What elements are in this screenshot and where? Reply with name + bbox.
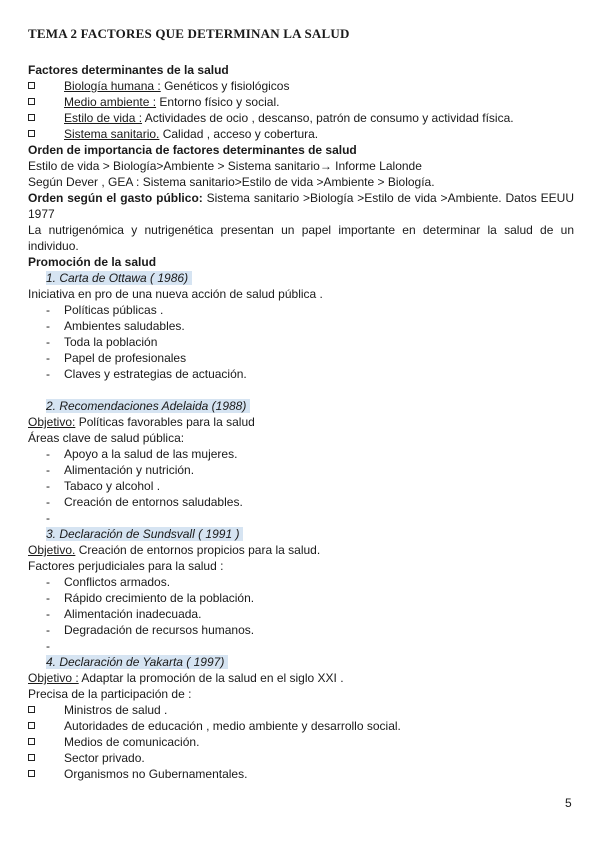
section-title: 3. Declaración de Sundsvall ( 1991 ) bbox=[28, 526, 574, 542]
section-intro: Factores perjudiciales para la salud : bbox=[28, 559, 224, 573]
square-bullet-icon bbox=[28, 114, 35, 121]
promocion-heading: Promoción de la salud bbox=[28, 255, 157, 269]
nutri-paragraph: La nutrigenómica y nutrigenética presentan un papel importante en determinar la salud de un individuo. bbox=[28, 223, 574, 253]
orden-heading: Orden de importancia de factores determinantes de salud bbox=[28, 143, 357, 157]
section-objective: Objetivo. Creación de entornos propicios para la salud. bbox=[28, 543, 321, 557]
factor-item: Estilo de vida : Actividades de ocio , descanso, patrón de consumo y actividad física. bbox=[28, 110, 574, 126]
square-bullet-icon bbox=[28, 754, 35, 761]
list-item: - Degradación de recursos humanos. bbox=[46, 623, 255, 637]
factor-item: Sistema sanitario. Calidad , acceso y cobertura. bbox=[28, 126, 574, 142]
section-objective: Objetivo : Adaptar la promoción de la salud en el siglo XXI . bbox=[28, 671, 344, 685]
list-item: Ministros de salud . bbox=[28, 702, 574, 718]
page-title: TEMA 2 FACTORES QUE DETERMINAN LA SALUD bbox=[28, 26, 350, 41]
square-bullet-icon bbox=[28, 770, 35, 777]
section-title: 1. Carta de Ottawa ( 1986) bbox=[28, 270, 574, 286]
list-item: Sector privado. bbox=[28, 750, 574, 766]
section-title: 4. Declaración de Yakarta ( 1997) bbox=[28, 654, 574, 670]
list-item: - Toda la población bbox=[46, 335, 158, 349]
list-item: Organismos no Gubernamentales. bbox=[28, 766, 574, 782]
factor-item: Biología humana : Genéticos y fisiológicos bbox=[28, 78, 574, 94]
list-item: - Papel de profesionales bbox=[46, 351, 187, 365]
orden-line: Estilo de vida > Biología>Ambiente > Sistema sanitario→ Informe Lalonde bbox=[28, 159, 422, 173]
section-title: 2. Recomendaciones Adelaida (1988) bbox=[28, 398, 574, 414]
list-item: - bbox=[46, 639, 50, 653]
section-objective: Objetivo: Políticas favorables para la salud bbox=[28, 415, 255, 429]
section-intro: Precisa de la participación de : bbox=[28, 687, 192, 701]
section-intro: Iniciativa en pro de una nueva acción de salud pública . bbox=[28, 287, 323, 301]
factores-heading: Factores determinantes de la salud bbox=[28, 63, 229, 77]
square-bullet-icon bbox=[28, 82, 35, 89]
page-number: 5 bbox=[565, 796, 572, 810]
square-bullet-icon bbox=[28, 130, 35, 137]
gasto-paragraph: Orden según el gasto público: Sistema sanitario >Biología >Estilo de vida >Ambiente. Datos EEUU 1977 bbox=[28, 191, 574, 221]
spacer bbox=[28, 382, 574, 398]
list-item: Autoridades de educación , medio ambiente y desarrollo social. bbox=[28, 718, 574, 734]
list-item: - Alimentación y nutrición. bbox=[46, 463, 195, 477]
square-bullet-icon bbox=[28, 706, 35, 713]
list-item: - Apoyo a la salud de las mujeres. bbox=[46, 447, 238, 461]
square-bullet-icon bbox=[28, 738, 35, 745]
factor-item: Medio ambiente : Entorno físico y social. bbox=[28, 94, 574, 110]
square-bullet-icon bbox=[28, 722, 35, 729]
list-item: - Tabaco y alcohol . bbox=[46, 479, 161, 493]
section-intro: Áreas clave de salud pública: bbox=[28, 431, 185, 445]
list-item: - Políticas públicas . bbox=[46, 303, 164, 317]
list-item: - Alimentación inadecuada. bbox=[46, 607, 202, 621]
list-item: - Ambientes saludables. bbox=[46, 319, 185, 333]
list-item: - Rápido crecimiento de la población. bbox=[46, 591, 255, 605]
list-item: - Claves y estrategias de actuación. bbox=[46, 367, 247, 381]
list-item: Medios de comunicación. bbox=[28, 734, 574, 750]
list-item: - Creación de entornos saludables. bbox=[46, 495, 243, 509]
document-page bbox=[28, 26, 574, 782]
orden-line: Según Dever , GEA : Sistema sanitario>Estilo de vida >Ambiente > Biología. bbox=[28, 175, 435, 189]
square-bullet-icon bbox=[28, 98, 35, 105]
list-item: - Conflictos armados. bbox=[46, 575, 171, 589]
list-item: - bbox=[46, 511, 50, 525]
